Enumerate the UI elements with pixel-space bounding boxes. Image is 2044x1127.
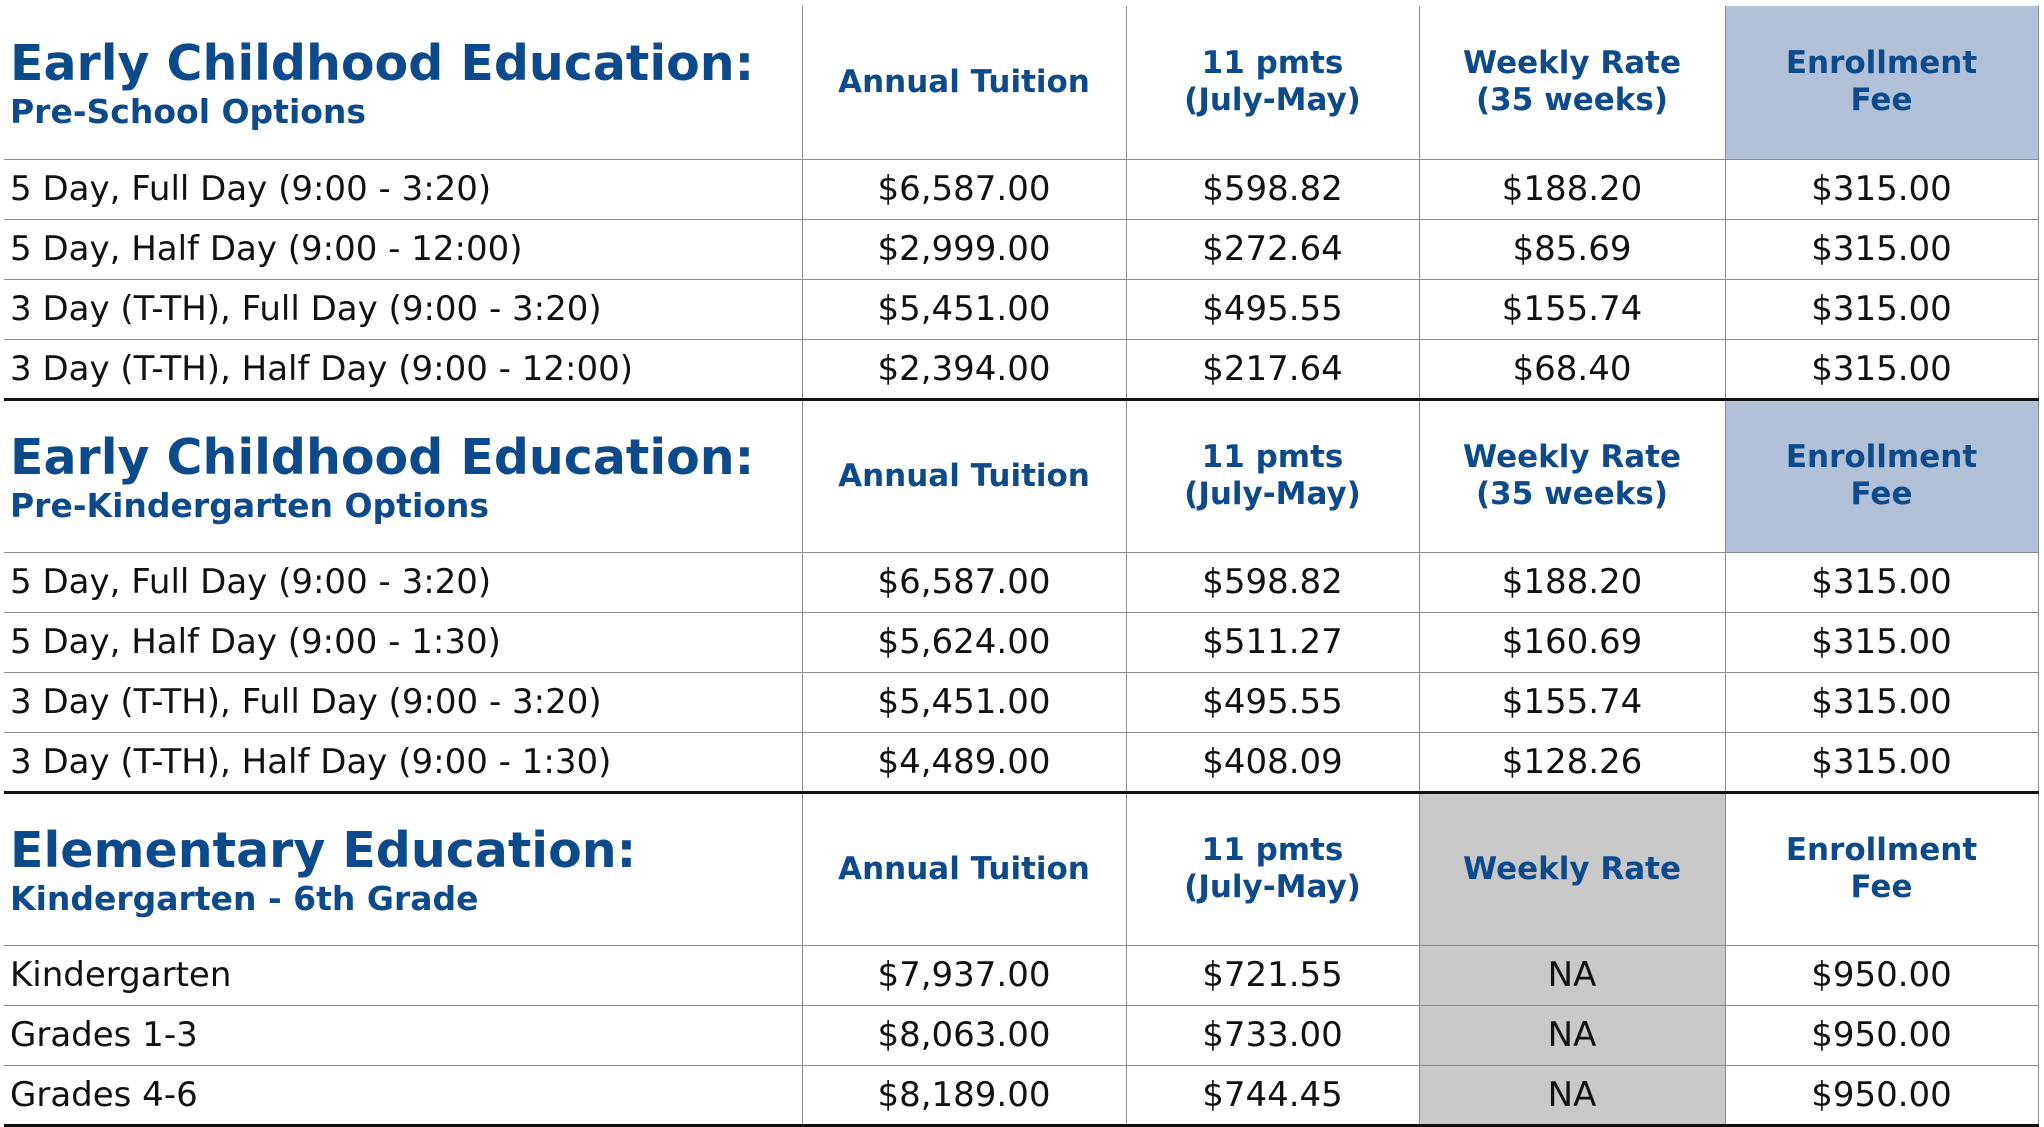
section-subtitle: Kindergarten - 6th Grade xyxy=(10,879,479,918)
row-label: 3 Day (T-TH), Full Day (9:00 - 3:20) xyxy=(4,672,802,732)
table-row xyxy=(4,219,2038,279)
elementary-header-row xyxy=(4,792,2038,945)
table-row xyxy=(4,339,2038,399)
enrollment-fee-cell: $950.00 xyxy=(1725,1065,2038,1125)
table-row xyxy=(4,732,2038,792)
table-row xyxy=(4,159,2038,219)
section-subtitle: Pre-Kindergarten Options xyxy=(10,486,490,525)
col-header-weekly-rate: Weekly Rate xyxy=(1419,792,1725,945)
row-label: 3 Day (T-TH), Full Day (9:00 - 3:20) xyxy=(4,279,802,339)
monthly-payment-cell: $217.64 xyxy=(1126,339,1419,399)
monthly-payment-cell: $495.55 xyxy=(1126,672,1419,732)
col-header-enrollment-fee: Enrollment Fee xyxy=(1725,792,2038,945)
weekly-rate-cell: $188.20 xyxy=(1419,159,1725,219)
tuition-table-body xyxy=(4,6,2038,1125)
annual-tuition-cell: $5,451.00 xyxy=(802,279,1126,339)
row-label: 5 Day, Half Day (9:00 - 1:30) xyxy=(4,612,802,672)
enrollment-fee-cell: $315.00 xyxy=(1725,279,2038,339)
enrollment-fee-cell: $315.00 xyxy=(1725,612,2038,672)
row-label: Grades 1-3 xyxy=(4,1005,802,1065)
prek-section-title xyxy=(4,399,802,552)
col-header-annual-tuition: Annual Tuition xyxy=(802,6,1126,159)
row-label: 5 Day, Half Day (9:00 - 12:00) xyxy=(4,219,802,279)
table-row xyxy=(4,1005,2038,1065)
annual-tuition-cell: $7,937.00 xyxy=(802,945,1126,1005)
annual-tuition-cell: $2,394.00 xyxy=(802,339,1126,399)
annual-tuition-cell: $4,489.00 xyxy=(802,732,1126,792)
monthly-payment-cell: $272.64 xyxy=(1126,219,1419,279)
row-label: 5 Day, Full Day (9:00 - 3:20) xyxy=(4,552,802,612)
col-header-weekly-rate: Weekly Rate (35 weeks) xyxy=(1419,399,1725,552)
col-header-enrollment-fee: Enrollment Fee xyxy=(1725,6,2038,159)
table-row xyxy=(4,945,2038,1005)
section-subtitle: Pre-School Options xyxy=(10,92,367,132)
monthly-payment-cell: $598.82 xyxy=(1126,159,1419,219)
row-label: 5 Day, Full Day (9:00 - 3:20) xyxy=(4,159,802,219)
col-header-annual-tuition: Annual Tuition xyxy=(802,792,1126,945)
monthly-payment-cell: $733.00 xyxy=(1126,1005,1419,1065)
monthly-payment-cell: $495.55 xyxy=(1126,279,1419,339)
enrollment-fee-cell: $315.00 xyxy=(1725,732,2038,792)
col-header-weekly-rate: Weekly Rate (35 weeks) xyxy=(1419,6,1725,159)
table-row xyxy=(4,672,2038,732)
preschool-header-row xyxy=(4,6,2038,159)
weekly-rate-cell: NA xyxy=(1419,945,1725,1005)
table-row xyxy=(4,279,2038,339)
section-title: Early Childhood Education: xyxy=(10,35,755,93)
annual-tuition-cell: $5,624.00 xyxy=(802,612,1126,672)
weekly-rate-cell: $155.74 xyxy=(1419,279,1725,339)
table-row xyxy=(4,612,2038,672)
weekly-rate-cell: $128.26 xyxy=(1419,732,1725,792)
weekly-rate-cell: $188.20 xyxy=(1419,552,1725,612)
enrollment-fee-cell: $315.00 xyxy=(1725,219,2038,279)
enrollment-fee-cell: $950.00 xyxy=(1725,945,2038,1005)
table-row xyxy=(4,1065,2038,1125)
monthly-payment-cell: $511.27 xyxy=(1126,612,1419,672)
enrollment-fee-cell: $315.00 xyxy=(1725,672,2038,732)
tuition-table xyxy=(4,6,2039,1127)
annual-tuition-cell: $6,587.00 xyxy=(802,552,1126,612)
enrollment-fee-cell: $950.00 xyxy=(1725,1005,2038,1065)
enrollment-fee-cell: $315.00 xyxy=(1725,339,2038,399)
col-header-monthly-payments: 11 pmts (July-May) xyxy=(1126,399,1419,552)
table-row xyxy=(4,552,2038,612)
weekly-rate-cell: $85.69 xyxy=(1419,219,1725,279)
col-header-monthly-payments: 11 pmts (July-May) xyxy=(1126,6,1419,159)
annual-tuition-cell: $2,999.00 xyxy=(802,219,1126,279)
row-label: Kindergarten xyxy=(4,945,802,1005)
annual-tuition-cell: $8,189.00 xyxy=(802,1065,1126,1125)
row-label: 3 Day (T-TH), Half Day (9:00 - 1:30) xyxy=(4,732,802,792)
weekly-rate-cell: $160.69 xyxy=(1419,612,1725,672)
annual-tuition-cell: $6,587.00 xyxy=(802,159,1126,219)
annual-tuition-cell: $8,063.00 xyxy=(802,1005,1126,1065)
elementary-section-title xyxy=(4,792,802,945)
monthly-payment-cell: $744.45 xyxy=(1126,1065,1419,1125)
section-title: Early Childhood Education: xyxy=(10,429,755,486)
monthly-payment-cell: $598.82 xyxy=(1126,552,1419,612)
weekly-rate-cell: NA xyxy=(1419,1005,1725,1065)
row-label: Grades 4-6 xyxy=(4,1065,802,1125)
row-label: 3 Day (T-TH), Half Day (9:00 - 12:00) xyxy=(4,339,802,399)
weekly-rate-cell: $68.40 xyxy=(1419,339,1725,399)
monthly-payment-cell: $721.55 xyxy=(1126,945,1419,1005)
monthly-payment-cell: $408.09 xyxy=(1126,732,1419,792)
prek-header-row xyxy=(4,399,2038,552)
col-header-annual-tuition: Annual Tuition xyxy=(802,399,1126,552)
col-header-enrollment-fee: Enrollment Fee xyxy=(1725,399,2038,552)
weekly-rate-cell: $155.74 xyxy=(1419,672,1725,732)
enrollment-fee-cell: $315.00 xyxy=(1725,159,2038,219)
annual-tuition-cell: $5,451.00 xyxy=(802,672,1126,732)
enrollment-fee-cell: $315.00 xyxy=(1725,552,2038,612)
section-title: Elementary Education: xyxy=(10,822,637,879)
weekly-rate-cell: NA xyxy=(1419,1065,1725,1125)
preschool-section-title xyxy=(4,6,802,159)
col-header-monthly-payments: 11 pmts (July-May) xyxy=(1126,792,1419,945)
